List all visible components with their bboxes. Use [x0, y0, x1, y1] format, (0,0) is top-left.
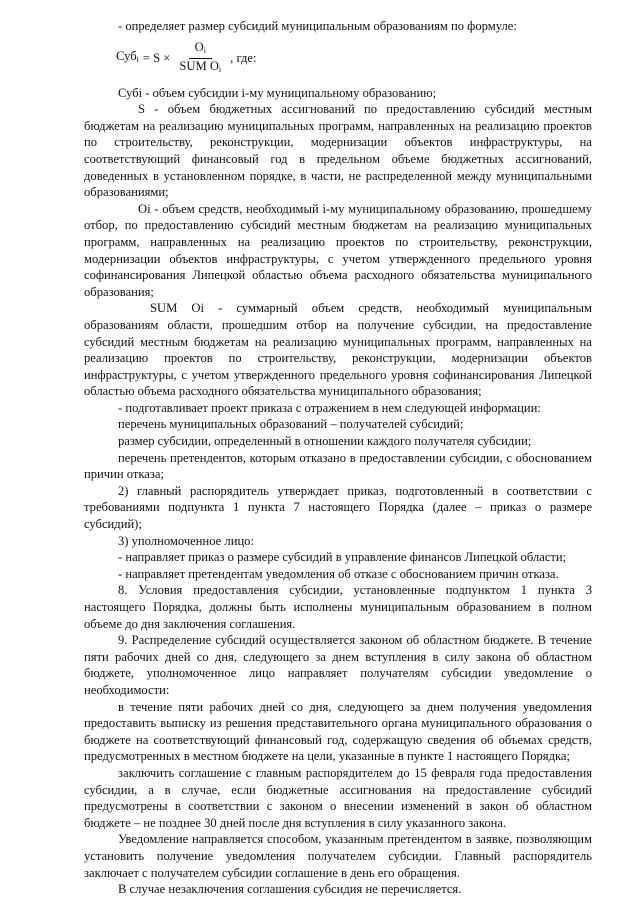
paragraph: В случае незаключения соглашения субсидия не перечисляется.	[118, 882, 462, 897]
paragraph: перечень муниципальных образований – получателей субсидий;	[118, 417, 464, 432]
formula-denominator: SUM $O_i$	[179, 59, 222, 75]
paragraph: 3) уполномоченное лицо:	[118, 533, 254, 548]
paragraph: - подготавливает проект приказа с отражением в нем следующей информации:	[118, 400, 541, 415]
formula-fraction	[173, 40, 227, 77]
paragraph: - направляет претендентам уведомления об отказе с обоснованием причин отказа.	[118, 566, 559, 581]
formula-eq: = S ×	[142, 51, 171, 66]
document-page	[84, 18, 592, 898]
paragraph: заключить соглашение с главным распорядителем до 15 февраля года предоставления субсидии, а в случае, если бюджетные ассигнования на предоставление субсидий предусмотрены в соответствии с законом о внесении изменений в закон об областном бюджете – не позднее 30 дней после дня вступления в силу указанного закона.	[84, 765, 592, 830]
paragraph: 8. Условия предоставления субсидии, установленные подпунктом 1 пункта 3 настоящего Порядка, должны быть исполнены муниципальным образованием в полном объеме до дня заключения соглашения.	[84, 583, 592, 631]
paragraph: 2) главный распорядитель утверждает приказ, подготовленный в соответствии с требованиями подпункта 1 пункта 7 настоящего Порядка (далее – приказ о размере субсидий);	[84, 483, 592, 532]
paragraph: SUM Oi - суммарный объем средств, необходимый муниципальным образованиям области, прошедшим отбор на получение субсидии, на предоставление субсидий местным бюджетам на реализацию муниципальных программ, направленных на реализацию проектов по строительству, реконструкции, модернизации объектов инфраструктуры, с учетом утвержденного предельного уровня софинансирования Липецкой областью объема расходного обязательства муниципального образования;	[84, 301, 592, 399]
formula-lhs: Суб$_i$	[116, 49, 139, 65]
subsidy-formula	[116, 39, 592, 79]
paragraph: Oi - объем средств, необходимый i-му муниципальному образованию, прошедшему отбор, по предоставлению субсидий местным бюджетам на реализацию муниципальных программ, направленных на реализацию проектов по строительству, реконструкции, модернизации объектов инфраструктуры, с учетом утвержденного предельного уровня софинансирования Липецкой областью объема расходного обязательства муниципального образования;	[84, 201, 592, 299]
paragraph: 9. Распределение субсидий осуществляется законом об областном бюджете. В течение пяти рабочих дней со дня, следующего за днем вступления в силу закона об областном бюджете, уполномоченное лицо направляет получателям субсидии уведомление о необходимости:	[84, 633, 592, 697]
paragraph: Уведомление направляется способом, указанным претендентом в заявке, позволяющим установить получение уведомления получателем субсидии. Главный распорядитель заключает с получателем субсидии соглашение в день его обращения.	[84, 832, 592, 880]
formula-tail: , где:	[230, 51, 257, 66]
paragraph: - направляет приказ о размере субсидий в управление финансов Липецкой области;	[118, 550, 567, 565]
formula-numerator: $O_i$	[189, 40, 212, 59]
paragraph: - определяет размер субсидий муниципальным образованиям по формуле:	[118, 19, 517, 33]
paragraph: в течение пяти рабочих дней со дня, следующего за днем получения уведомления предоставить выписку из решения представительного органа муниципального образования о бюджете на соответствующий финансовый год, содержащую сведения об объемах средств, предусмотренных в местном бюджете на цели, указанные в пункте 1 настоящего Порядка;	[84, 699, 592, 764]
paragraph: перечень претендентов, которым отказано в предоставлении субсидии, с обоснованием причин отказа;	[84, 450, 592, 482]
paragraph: размер субсидии, определенный в отношении каждого получателя субсидии;	[118, 434, 532, 449]
paragraph: Субi - объем субсидии i-му муниципальному образованию;	[118, 85, 437, 100]
paragraph: S - объем бюджетных ассигнований по предоставлению субсидий местным бюджетам на реализацию муниципальных программ, направленных на реализацию проектов по строительству, реконструкции, модернизации объектов инфраструктуры, на соответствующий финансовый год в предельном объеме бюджетных ассигнований, доведенных в установленном порядке, в части, не распределенной между муниципальными образованиями;	[84, 102, 592, 200]
